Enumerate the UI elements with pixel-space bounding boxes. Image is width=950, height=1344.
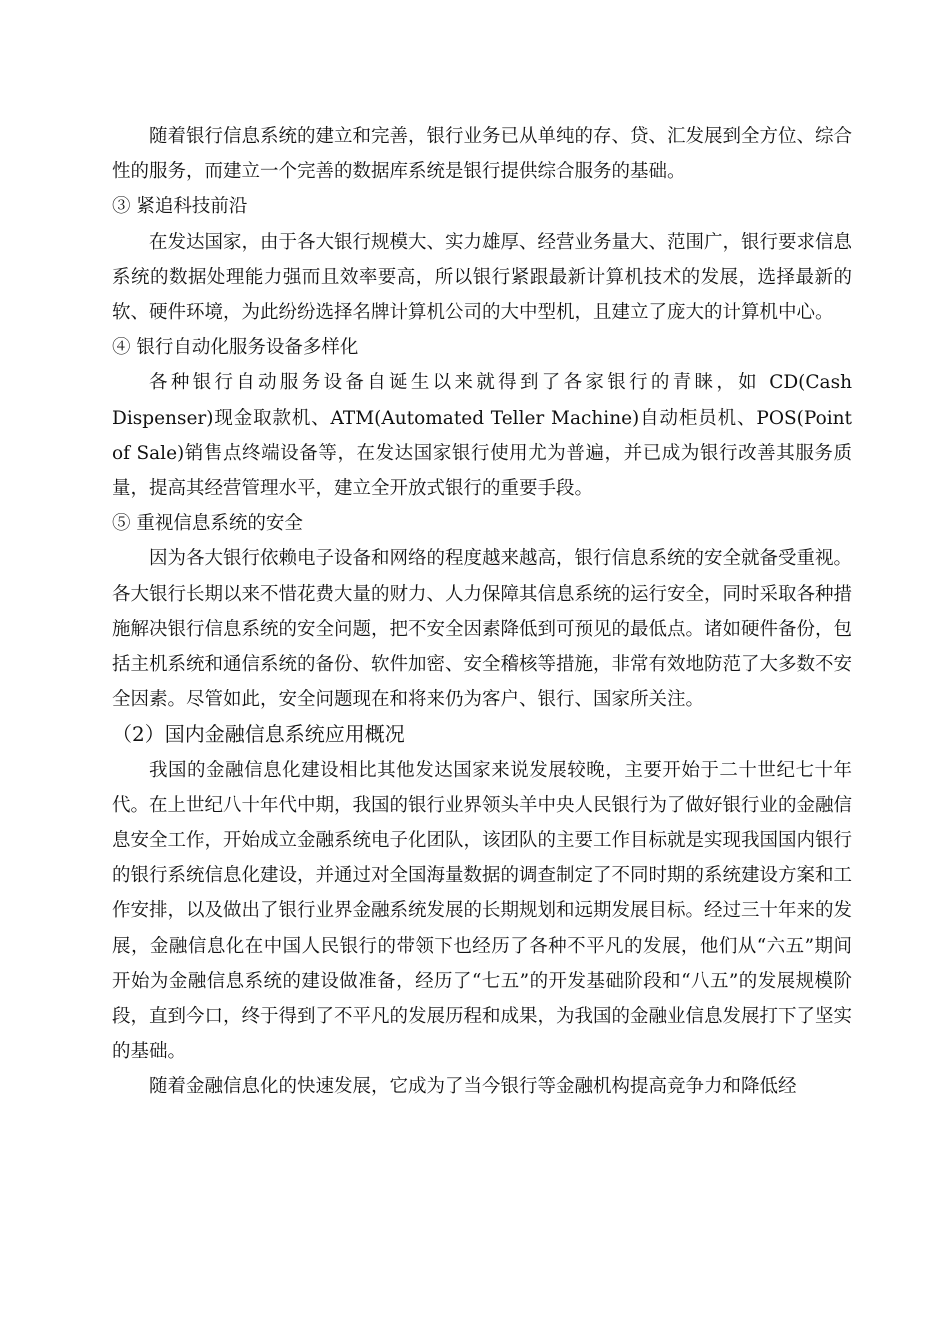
paragraph-integrated-services: 随着银行信息系统的建立和完善，银行业务已从单纯的存、贷、汇发展到全方位、综合性的服务，而建立一个完善的数据库系统是银行提供综合服务的基础。 xyxy=(112,126,853,183)
paragraph-domestic-history: 我国的金融信息化建设相比其他发达国家来说发展较晚，主要开始于二十世纪七十年代。在上世纪八十年代中期，我国的银行业界领头羊中央人民银行为了做好银行业的金融信息安全工作，开始成立金融系统电子化团队，该团队的主要工作目标就是实现我国国内银行的银行系统信息化建设，并通过对全国海量数据的调查制定了不同时期的系统建设方案和工作安排，以及做出了银行业界金融系统发展的长期规划和远期发展目标。经过三十年来的发展，金融信息化在中国人民银行的带领下也经历了各种不平凡的发展，他们从“六五”期间开始为金融信息系统的建设做准备，经历了“七五”的开发基础阶段和“八五”的发展规模阶段，直到今口，终于得到了不平凡的发展历程和成果，为我国的金融业信息发展打下了坚实的基础。 xyxy=(112,759,853,1063)
paragraph-tech-frontier: 在发达国家，由于各大银行规模大、实力雄厚、经营业务量大、范围广，银行要求信息系统的数据处理能力强而且效率要高，所以银行紧跟最新计算机技术的发展，选择最新的软、硬件环境，为此纷纷选择名牌计算机公司的大中型机，且建立了庞大的计算机中心。 xyxy=(112,231,853,324)
paragraph-security: 因为各大银行依赖电子设备和网络的程度越来越高，银行信息系统的安全就备受重视。各大银行长期以来不惜花费大量的财力、人力保障其信息系统的运行安全，同时采取各种措施解决银行信息系统的安全问题，把不安全因素降低到可预见的最低点。诸如硬件备份，包括主机系统和通信系统的备份、软件加密、安全稽核等措施，非常有效地防范了大多数不安全因素。尽管如此，安全问题现在和将来仍为客户、银行、国家所关注。 xyxy=(112,548,853,711)
section-heading-domestic-overview: （2）国内金融信息系统应用概况 xyxy=(112,722,405,747)
paragraph-rapid-development: 随着金融信息化的快速发展，它成为了当今银行等金融机构提高竞争力和降低经 xyxy=(149,1076,797,1098)
list-item-heading-security: ⑤ 重视信息系统的安全 xyxy=(112,513,303,535)
list-item-heading-automation-devices: ④ 银行自动化服务设备多样化 xyxy=(112,337,359,359)
document-body xyxy=(112,119,852,1105)
list-item-heading-tech-frontier: ③ 紧追科技前沿 xyxy=(112,196,248,218)
paragraph-automation-devices: 各种银行自动服务设备自诞生以来就得到了各家银行的青睐，如 CD(Cash Dispenser)现金取款机、ATM(Automated Teller Machine)自动柜员机、POS(Point of Sale)销售点终端设备等，在发达国家银行使用尤为普遍，并已成为银行改善其服务质量，提高其经营管理水平，建立全开放式银行的重要手段。 xyxy=(112,372,852,500)
